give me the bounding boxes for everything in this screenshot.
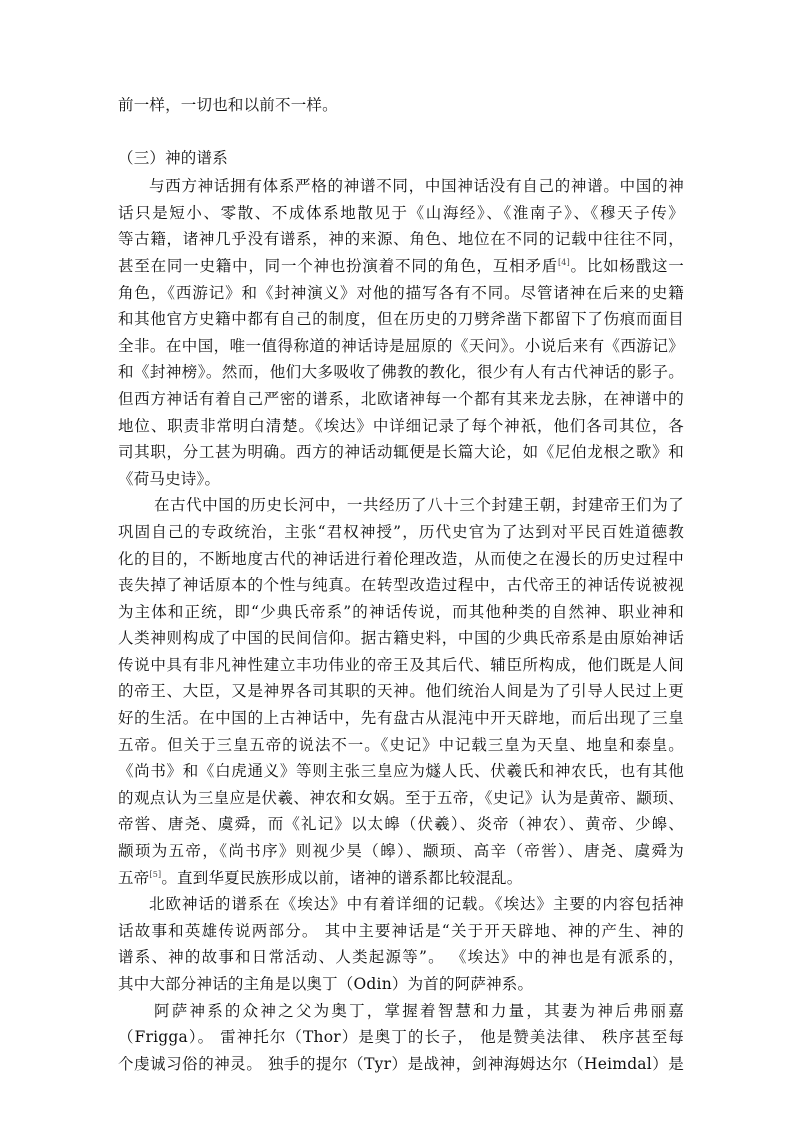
text-line: 角色，《西游记》和《封神演义》对他的描写各有不同。尽管诸神在后来的史籍 [118,283,684,302]
document-page [118,92,684,1077]
text-line: 谱系、神的故事和日常活动、人类起源等”。 《埃达》中的神也是有派系的， [118,948,684,967]
text-line: 但西方神话有着自己严密的谱系，北欧诸神每一个都有其来龙去脉，在神谱中的 [118,389,684,408]
text-line: 话只是短小、零散、不成体系地散见于《山海经》、《淮南子》、《穆天子传》 [118,203,684,222]
text-line: 化的目的，不断地度古代的神话进行着伦理改造，从而使之在漫长的历史过程中 [118,549,684,568]
text-line: 《尚书》和《白虎通义》等则主张三皇应为燧人氏、伏羲氏和神农氏，也有其他 [118,762,684,781]
text-line: 全非。在中国，唯一值得称道的神话诗是屈原的《天问》。小说后来有《西游记》 [118,336,684,355]
text-line: 和其他官方史籍中都有自己的制度，但在历史的刀劈斧凿下都留下了伤痕而面目 [118,310,684,329]
text-line: 阿萨神系的众神之父为奥丁，掌握着智慧和力量，其妻为神后弗丽嘉 [154,1001,684,1020]
text-line: （Frigga）。 雷神托尔（Thor）是奥丁的长子， 他是赞美法律、 秩序甚至每 [118,1028,684,1047]
text-line-with-footnote [118,253,684,280]
text-line: 传说中具有非凡神性建立丰功伟业的帝王及其后代、辅臣所构成，他们既是人间 [118,655,684,674]
text-segment: 。比如杨戬这一 [569,256,684,275]
text-line: 其中大部分神话的主角是以奥丁（Odin）为首的阿萨神系。 [118,975,534,993]
text-line: 为主体和正统，即“少典氏帝系”的神话传说，而其他种类的自然神、职业神和 [118,602,684,621]
text-line: 巩固自己的专政统治，主张“君权神授”，历代史官为了达到对平民百姓道德教 [118,522,684,541]
text-line: 五帝。但关于三皇五帝的说法不一。《史记》中记载三皇为天皇、地皇和泰皇。 [118,735,684,754]
text-line: 人类神则构成了中国的民间信仰。据古籍史料，中国的少典氏帝系是由原始神话 [118,629,684,648]
paragraph-2 [118,492,684,891]
text-line: 北欧神话的谱系在《埃达》中有着详细的记载。《埃达》主要的内容包括神 [149,895,684,914]
text-segment: 甚至在同一史籍中，同一个神也扮演着不同的角色，互相矛盾 [118,256,558,275]
paragraph-1 [118,173,684,492]
text-line: 司其职，分工甚为明确。西方的神话动辄便是长篇大论，如《尼伯龙根之歌》和 [118,443,684,462]
paragraph-4 [118,998,684,1078]
text-line: 好的生活。在中国的上古神话中，先有盘古从混沌中开天辟地，而后出现了三皇 [118,709,684,728]
footnote-marker[interactable]: [5] [149,869,162,879]
text-line: 与西方神话拥有体系严格的神谱不同，中国神话没有自己的神谱。中国的神 [149,177,684,196]
section-heading: （三）神的谱系 [118,148,228,167]
text-segment: 。直到华夏民族形成以前，诸神的谱系都比较混乱。 [161,868,523,887]
text-line: 的帝王、大臣，又是神界各司其职的天神。他们统治人间是为了引导人民过上更 [118,682,684,701]
text-line: 个虔诚习俗的神灵。 独手的提尔（Tyr）是战神，剑神海姆达尔（Heimdal）是 [118,1054,684,1073]
text-line: 话故事和英雄传说两部分。 其中主要神话是“关于开天辟地、神的产生、神的 [118,921,684,940]
text-segment: 五帝 [118,868,150,887]
text-line: 在古代中国的历史长河中，一共经历了八十三个封建王朝，封建帝王们为了 [154,496,684,515]
text-line: 的观点认为三皇应是伏羲、神农和女娲。至于五帝，《史记》认为是黄帝、颛顼、 [118,788,684,807]
text-line: 和《封神榜》。然而，他们大多吸收了佛教的教化，很少有人有古代神话的影子。 [118,363,684,382]
paragraph-3 [118,891,684,997]
text-line: 等古籍，诸神几乎没有谱系，神的来源、角色、地位在不同的记载中往往不同， [118,230,684,249]
text-line: 帝喾、唐尧、虞舜，而《礼记》以太皞（伏羲）、炎帝（神农）、黄帝、少皞、 [118,815,684,834]
text-line: 丧失掉了神话原本的个性与纯真。在转型改造过程中，古代帝王的神话传说被视 [118,576,684,595]
text-line: 颛顼为五帝，《尚书序》则视少昊（皞）、颛顼、高辛（帝喾）、唐尧、虞舜为 [118,842,684,861]
text-line-with-footnote [118,865,684,892]
opening-line: 前一样，一切也和以前不一样。 [118,96,338,114]
text-line: 地位、职责非常明白清楚。《埃达》中详细记录了每个神祇，他们各司其位，各 [118,416,684,435]
footnote-marker[interactable]: [4] [557,257,570,267]
text-line: 《荷马史诗》。 [118,469,221,488]
